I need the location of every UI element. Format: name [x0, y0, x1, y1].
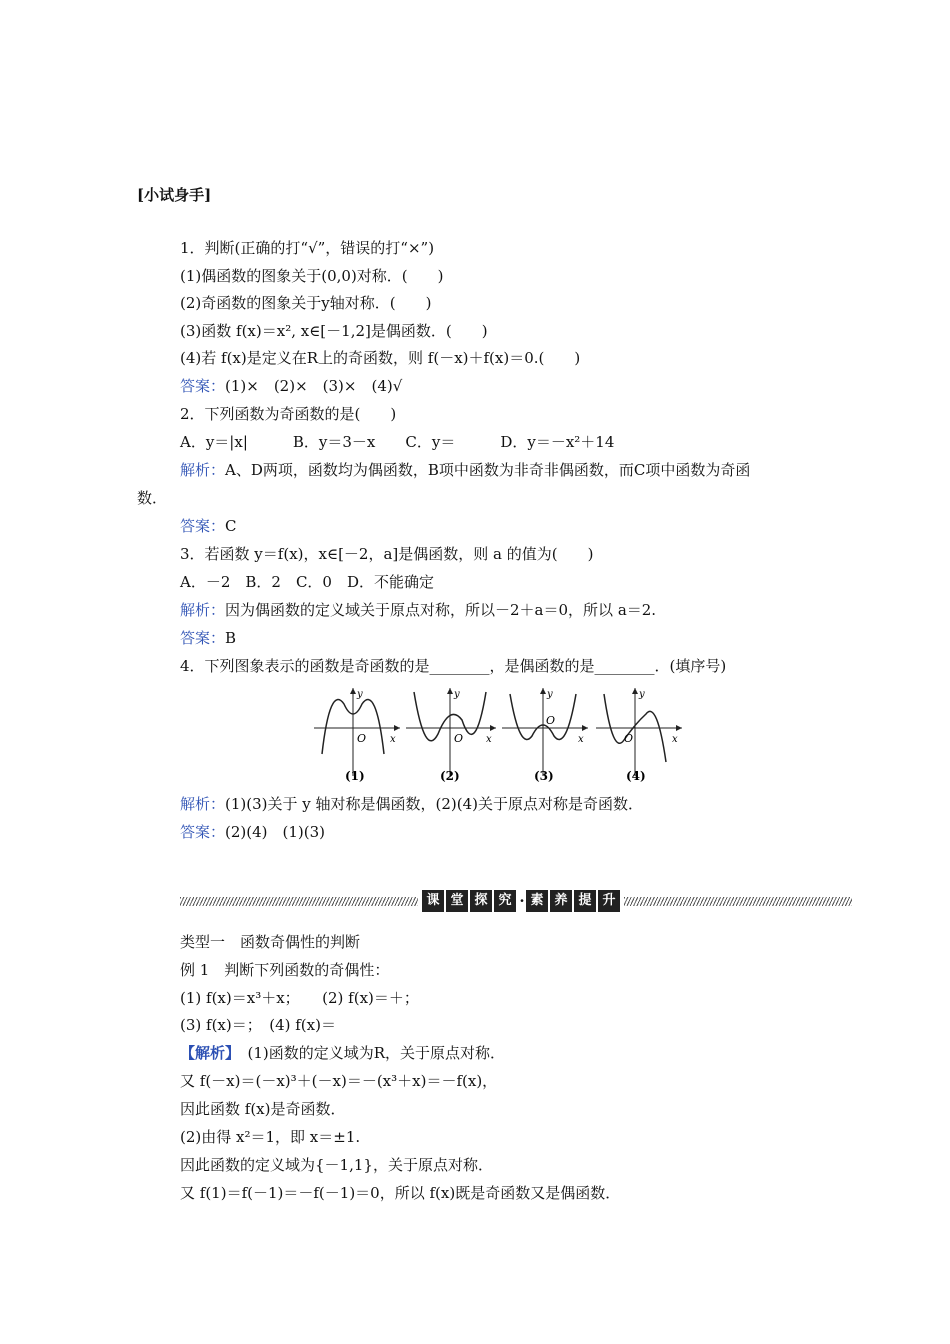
- banner-char: 升: [598, 890, 620, 912]
- analysis-text: (1)函数的定义域为R，关于原点对称．: [232, 1044, 506, 1062]
- graph-2: [406, 688, 496, 783]
- analysis-text: (1)(3)关于 y 轴对称是偶函数，(2)(4)关于原点对称是奇函数．: [225, 795, 644, 813]
- analysis-line-3: 因此函数 f(x)是奇函数．: [180, 1100, 346, 1118]
- analysis-label: 解析：: [180, 795, 226, 813]
- q2-stem: 2．下列函数为奇函数的是( ): [180, 405, 397, 423]
- analysis-line-2: 又 f(－x)＝(－x)³＋(－x)＝－(x³＋x)＝－f(x)，: [180, 1072, 498, 1090]
- type1-title: 类型一 函数奇偶性的判断: [180, 933, 361, 951]
- graph-3: [502, 688, 588, 783]
- axis-y-label: y: [454, 689, 460, 700]
- section-banner: [180, 890, 852, 912]
- banner-char: 养: [550, 890, 572, 912]
- graph-label-1: (1): [345, 769, 365, 783]
- analysis-line-4: (2)由得 x²＝1，即 x＝±1.: [180, 1128, 361, 1146]
- q3-options: A．－2 B．2 C．0 D．不能确定: [180, 573, 434, 591]
- banner-char: 素: [526, 890, 548, 912]
- analysis-text: 因为偶函数的定义域关于原点对称，所以－2＋a＝0，所以 a＝2.: [225, 601, 657, 619]
- answer-text: C: [225, 517, 237, 535]
- axis-x-label: x: [578, 734, 584, 745]
- q3-answer: [180, 628, 236, 648]
- answer-text: (2)(4) (1)(3): [225, 823, 326, 841]
- answer-label: 答案：: [180, 629, 226, 647]
- answer-label: 答案：: [180, 823, 226, 841]
- banner-title: [422, 890, 622, 912]
- origin-label: O: [357, 732, 367, 745]
- q2-options: A．y＝|x| B．y＝3－x C．y＝ D．y＝－x²＋14: [180, 433, 615, 451]
- axis-x-label: x: [390, 734, 396, 745]
- banner-hatch-left: [180, 897, 418, 906]
- axis-y-label: y: [357, 689, 363, 700]
- analysis-label: 解析：: [180, 461, 226, 479]
- q2-analysis: [180, 460, 750, 480]
- axis-y-label: y: [547, 689, 553, 700]
- axis-x-label: x: [486, 734, 492, 745]
- q4-answer: [180, 822, 325, 842]
- analysis-line-6: 又 f(1)＝f(－1)＝－f(－1)＝0，所以 f(x)既是奇函数又是偶函数．: [180, 1184, 621, 1202]
- graph-label-3: (3): [534, 769, 554, 783]
- analysis-text: A、D两项，函数均为偶函数，B项中函数为非奇非偶函数，而C项中函数为奇函: [225, 461, 751, 479]
- q1-item-4: (4)若 f(x)是定义在R上的奇函数，则 f(－x)＋f(x)＝0.( ): [180, 349, 581, 367]
- graph-4: [596, 688, 682, 783]
- banner-char: 究: [494, 890, 516, 912]
- axis-x-label: x: [672, 734, 678, 745]
- answer-text: (1)× (2)× (3)× (4)√: [225, 377, 403, 395]
- q1-stem: 1．判断(正确的打“√”，错误的打“×”): [180, 239, 435, 257]
- origin-label: O: [624, 732, 634, 745]
- example-parts-2: (3) f(x)＝； (4) f(x)＝: [180, 1016, 336, 1034]
- q2-answer: [180, 516, 237, 536]
- analysis-label: 解析：: [180, 601, 226, 619]
- banner-hatch-right: [624, 897, 852, 906]
- banner-char: 探: [470, 890, 492, 912]
- q1-item-2: (2)奇函数的图象关于y轴对称．( ): [180, 294, 432, 312]
- q3-stem: 3．若函数 y＝f(x)，x∈[－2，a]是偶函数，则 a 的值为( ): [180, 545, 594, 563]
- analysis-label: 【解析】: [180, 1044, 233, 1062]
- q3-analysis: [180, 600, 656, 620]
- banner-dot: ·: [519, 892, 525, 910]
- example-analysis: [180, 1043, 505, 1063]
- graph-label-4: (4): [626, 769, 646, 783]
- graph-label-2: (2): [440, 769, 460, 783]
- q4-graphs: [310, 684, 690, 786]
- q1-item-3: (3)函数 f(x)＝x², x∈[－1,2]是偶函数．( ): [180, 322, 488, 340]
- answer-label: 答案：: [180, 517, 226, 535]
- section-title: [小试身手]: [137, 186, 212, 204]
- answer-label: 答案：: [180, 377, 226, 395]
- graph-1: [314, 688, 400, 783]
- banner-char: 课: [422, 890, 444, 912]
- axis-y-label: y: [639, 689, 645, 700]
- example-1: 例 1 判断下列函数的奇偶性：: [180, 961, 390, 979]
- q2-analysis-cont: 数．: [137, 489, 168, 507]
- banner-char: 堂: [446, 890, 468, 912]
- q1-answer: [180, 376, 402, 396]
- banner-char: 提: [574, 890, 596, 912]
- answer-text: B: [225, 629, 237, 647]
- analysis-line-5: 因此函数的定义域为{－1,1}，关于原点对称．: [180, 1156, 493, 1174]
- origin-label: O: [546, 714, 556, 727]
- q4-analysis: [180, 794, 643, 814]
- q4-stem: 4．下列图象表示的函数是奇函数的是________，是偶函数的是________．(填序号): [180, 657, 727, 675]
- q1-item-1: (1)偶函数的图象关于(0,0)对称．( ): [180, 267, 444, 285]
- origin-label: O: [454, 732, 464, 745]
- example-parts-1: (1) f(x)＝x³＋x； (2) f(x)＝＋；: [180, 989, 419, 1007]
